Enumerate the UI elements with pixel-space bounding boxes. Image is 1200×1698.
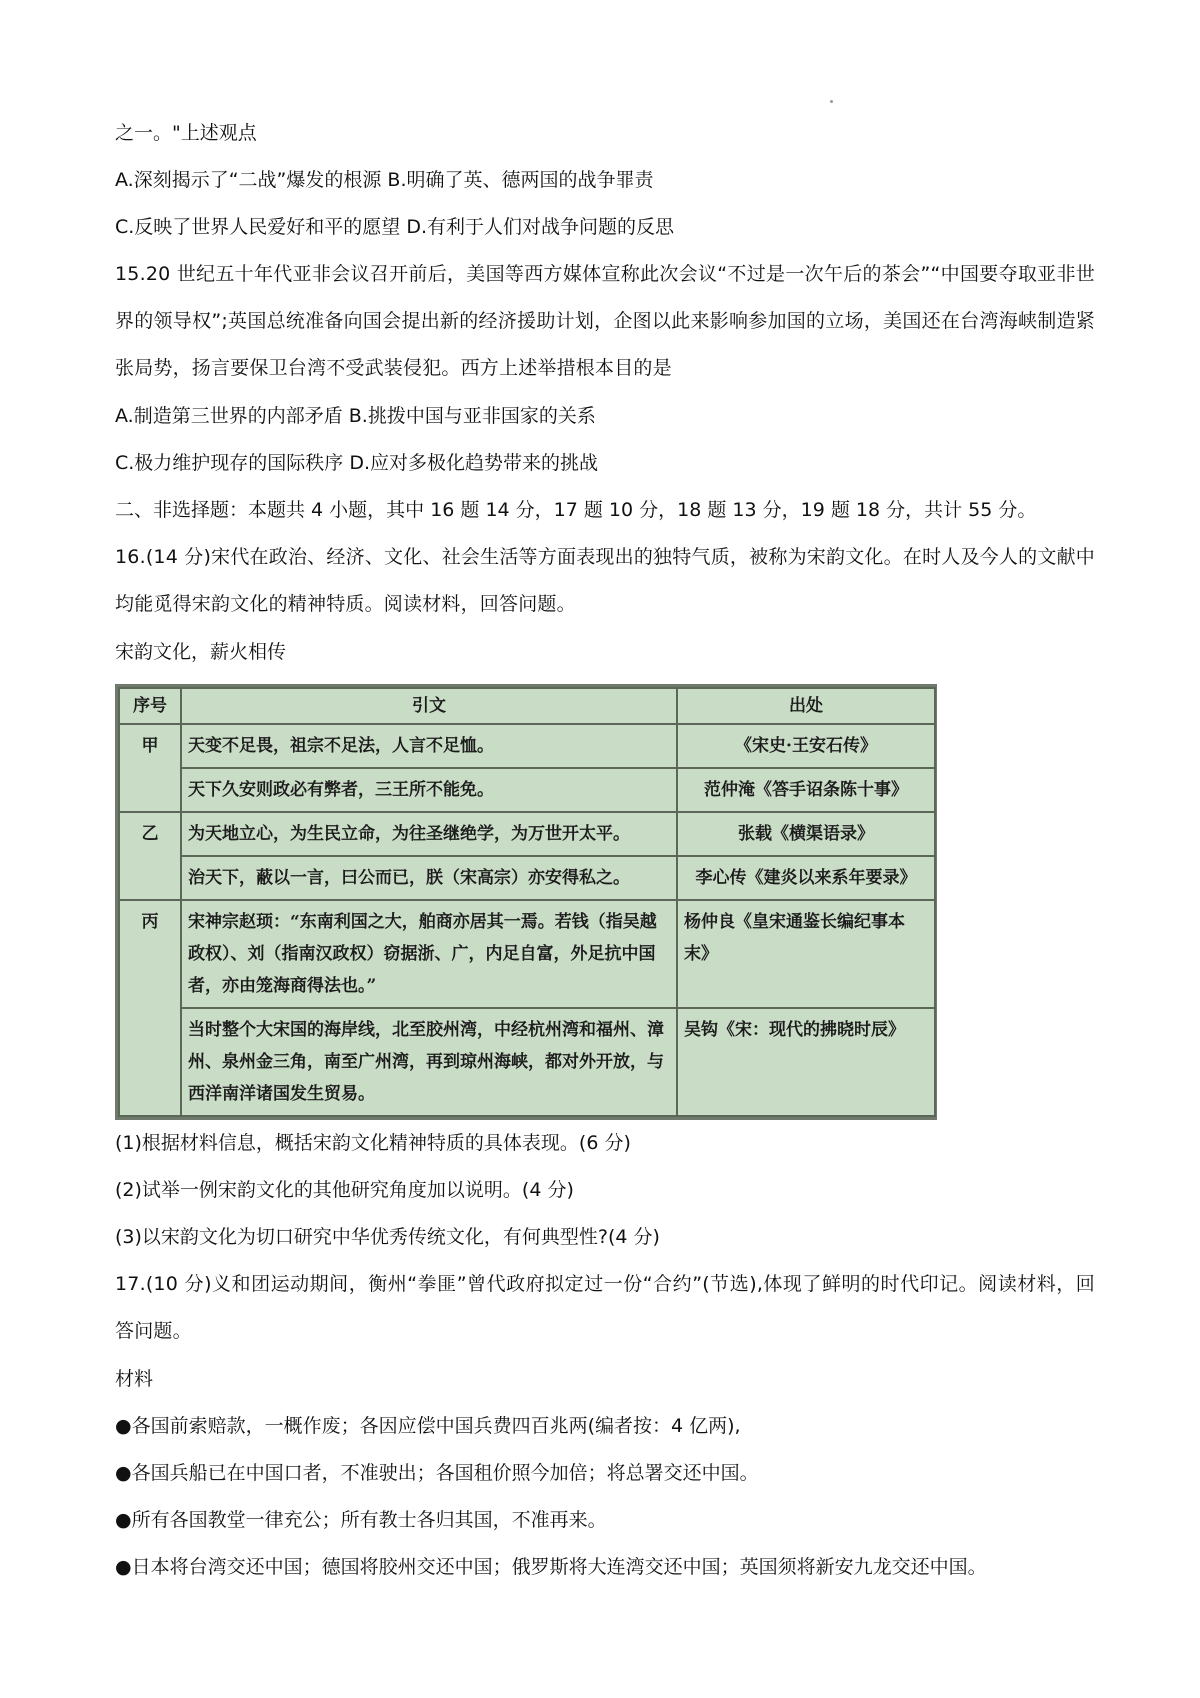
- quote-cell: 天变不足畏，祖宗不足法，人言不足恤。: [181, 724, 677, 768]
- quote-cell: 当时整个大宋国的海岸线，北至胶州湾，中经杭州湾和福州、漳州、泉州金三角，南至广州湾，再到琼州海峡，都对外开放，与西洋南洋诸国发生贸易。: [181, 1008, 677, 1116]
- table-header-row: [119, 688, 935, 724]
- table-row: [119, 812, 935, 856]
- header-cell: 引文: [181, 688, 677, 724]
- option-line: A.制造第三世界的内部矛盾 B.挑拨中国与亚非国家的关系: [115, 405, 596, 427]
- row-number: 丙: [119, 900, 181, 1116]
- quote-cell: 天下久安则政必有弊者，三王所不能免。: [181, 768, 677, 812]
- document-page: [115, 118, 1095, 1599]
- scan-speck: [830, 100, 833, 103]
- table-row: [119, 768, 935, 812]
- question-17: 17.(10 分)义和团运动期间，衡州“拳匪”曾代政府拟定过一份“合约”(节选),体现了鲜明的时代印记。阅读材料，回答问题。: [115, 1273, 1095, 1342]
- material-bullet: ●日本将台湾交还中国；德国将胶州交还中国；俄罗斯将大连湾交还中国；英国须将新安九龙交还中国。: [115, 1556, 987, 1578]
- source-cell: 范仲淹《答手诏条陈十事》: [677, 768, 935, 812]
- sub-question: (3)以宋韵文化为切口研究中华优秀传统文化，有何典型性?(4 分): [115, 1226, 660, 1248]
- material-label: 材料: [115, 1368, 154, 1390]
- source-table-image: [115, 684, 937, 1120]
- header-cell: 序号: [119, 688, 181, 724]
- table-row: [119, 724, 935, 768]
- table-row: [119, 856, 935, 900]
- table-row: [119, 1008, 935, 1116]
- quote-cell: 宋神宗赵顼：“东南利国之大，舶商亦居其一焉。若钱（指吴越政权）、刘（指南汉政权）窃据浙、广，内足自富，外足抗中国者，亦由笼海商得法也。”: [181, 900, 677, 1008]
- source-cell: 吴钩《宋：现代的拂晓时辰》: [677, 1008, 935, 1116]
- source-cell: 杨仲良《皇宋通鉴长编纪事本末》: [677, 900, 935, 1008]
- question-16: 16.(14 分)宋代在政治、经济、文化、社会生活等方面表现出的独特气质，被称为宋韵文化。在时人及今人的文献中均能觅得宋韵文化的精神特质。阅读材料，回答问题。: [115, 546, 1095, 615]
- material-bullet: ●各国兵船已在中国口者，不准驶出；各国租价照今加倍；将总署交还中国。: [115, 1462, 759, 1484]
- section-heading: 二、非选择题：本题共 4 小题，其中 16 题 14 分，17 题 10 分，18 题 13 分，19 题 18 分，共计 55 分。: [115, 499, 1037, 521]
- source-cell: 李心传《建炎以来系年要录》: [677, 856, 935, 900]
- row-number: 甲: [119, 724, 181, 812]
- option-line: A.深刻揭示了“二战”爆发的根源 B.明确了英、德两国的战争罪责: [115, 169, 654, 191]
- source-cell: 张载《横渠语录》: [677, 812, 935, 856]
- material-bullet: ●所有各国教堂一律充公；所有教士各归其国，不准再来。: [115, 1509, 607, 1531]
- material-bullet: ●各国前索赔款，一概作废；各因应偿中国兵费四百兆两(编者按：4 亿两),: [115, 1415, 741, 1437]
- quote-cell: 治天下，蔽以一言，曰公而已，朕（宋高宗）亦安得私之。: [181, 856, 677, 900]
- question-15: 15.20 世纪五十年代亚非会议召开前后，美国等西方媒体宣称此次会议“不过是一次午后的茶会”“中国要夺取亚非世界的领导权”;英国总统准备向国会提出新的经济援助计划，企图以此来影响参加国的立场，美国还在台湾海峡制造紧张局势，扬言要保卫台湾不受武装侵犯。西方上述举措根本目的是: [115, 263, 1095, 379]
- source-cell: 《宋史·王安石传》: [677, 724, 935, 768]
- text-line: 之一。"上述观点: [115, 122, 257, 144]
- option-line: C.极力维护现存的国际秩序 D.应对多极化趋势带来的挑战: [115, 452, 599, 474]
- quote-cell: 为天地立心，为生民立命，为往圣继绝学，为万世开太平。: [181, 812, 677, 856]
- sub-question: (1)根据材料信息，概括宋韵文化精神特质的具体表现。(6 分): [115, 1132, 631, 1154]
- source-table: [118, 687, 936, 1117]
- material-title: 宋韵文化，薪火相传: [115, 641, 287, 663]
- option-line: C.反映了世界人民爱好和平的愿望 D.有利于人们对战争问题的反思: [115, 216, 675, 238]
- table-row: [119, 900, 935, 1008]
- header-cell: 出处: [677, 688, 935, 724]
- row-number: 乙: [119, 812, 181, 900]
- sub-question: (2)试举一例宋韵文化的其他研究角度加以说明。(4 分): [115, 1179, 574, 1201]
